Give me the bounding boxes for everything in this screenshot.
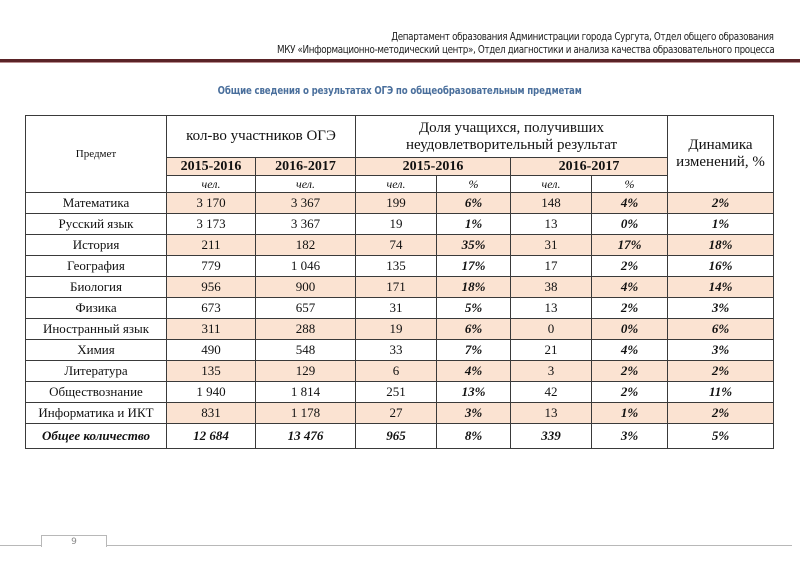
u2016pct-cell: 5% bbox=[437, 298, 511, 319]
table-row bbox=[26, 319, 774, 340]
table-row bbox=[26, 277, 774, 298]
dyn-cell: 18% bbox=[668, 235, 774, 256]
dyn-cell: 2% bbox=[668, 403, 774, 424]
u2016pct-cell: 1% bbox=[437, 214, 511, 235]
u2016pct-cell: 6% bbox=[437, 319, 511, 340]
unit-people: чел. bbox=[511, 176, 592, 193]
header-unsat-year1: 2015-2016 bbox=[356, 158, 511, 176]
header-rule-thin bbox=[0, 62, 800, 63]
header-unsat-year2: 2016-2017 bbox=[511, 158, 668, 176]
u2016-cell: 135 bbox=[356, 256, 437, 277]
subject-cell: Биология bbox=[26, 277, 167, 298]
subject-cell: Информатика и ИКТ bbox=[26, 403, 167, 424]
u2016-cell: 251 bbox=[356, 382, 437, 403]
u2016pct-cell: 35% bbox=[437, 235, 511, 256]
u2017-cell: 0 bbox=[511, 319, 592, 340]
p2017-cell: 1 178 bbox=[256, 403, 356, 424]
p2016-cell: 3 173 bbox=[167, 214, 256, 235]
p2016-cell: 135 bbox=[167, 361, 256, 382]
u2016-cell: 33 bbox=[356, 340, 437, 361]
total-label: Общее количество bbox=[26, 424, 167, 449]
u2017-cell: 13 bbox=[511, 214, 592, 235]
p2017-cell: 548 bbox=[256, 340, 356, 361]
u2016-cell: 19 bbox=[356, 319, 437, 340]
p2016-cell: 1 940 bbox=[167, 382, 256, 403]
u2016pct-cell: 18% bbox=[437, 277, 511, 298]
u2016-cell: 171 bbox=[356, 277, 437, 298]
subject-cell: Русский язык bbox=[26, 214, 167, 235]
p2016-cell: 673 bbox=[167, 298, 256, 319]
u2017pct-cell: 0% bbox=[592, 319, 668, 340]
dyn-cell: 1% bbox=[668, 214, 774, 235]
header-subject: Предмет bbox=[26, 116, 167, 193]
subject-cell: Обществознание bbox=[26, 382, 167, 403]
total-p2016: 12 684 bbox=[167, 424, 256, 449]
u2017-cell: 13 bbox=[511, 403, 592, 424]
header-participants: кол-во участников ОГЭ bbox=[167, 116, 356, 158]
unit-percent: % bbox=[437, 176, 511, 193]
u2017pct-cell: 2% bbox=[592, 361, 668, 382]
dyn-cell: 6% bbox=[668, 319, 774, 340]
unit-people: чел. bbox=[356, 176, 437, 193]
p2017-cell: 129 bbox=[256, 361, 356, 382]
subject-cell: История bbox=[26, 235, 167, 256]
u2017-cell: 21 bbox=[511, 340, 592, 361]
total-u2016pct: 8% bbox=[437, 424, 511, 449]
total-p2017: 13 476 bbox=[256, 424, 356, 449]
header-dynamics: Динамика изменений, % bbox=[668, 116, 774, 193]
dyn-cell: 11% bbox=[668, 382, 774, 403]
u2016-cell: 74 bbox=[356, 235, 437, 256]
dyn-cell: 2% bbox=[668, 361, 774, 382]
p2017-cell: 3 367 bbox=[256, 193, 356, 214]
u2017-cell: 17 bbox=[511, 256, 592, 277]
u2016-cell: 31 bbox=[356, 298, 437, 319]
subject-cell: Литература bbox=[26, 361, 167, 382]
dyn-cell: 2% bbox=[668, 193, 774, 214]
dyn-cell: 3% bbox=[668, 298, 774, 319]
unit-people: чел. bbox=[256, 176, 356, 193]
u2017pct-cell: 1% bbox=[592, 403, 668, 424]
table-row bbox=[26, 361, 774, 382]
dyn-cell: 14% bbox=[668, 277, 774, 298]
dyn-cell: 16% bbox=[668, 256, 774, 277]
u2017-cell: 3 bbox=[511, 361, 592, 382]
u2016-cell: 27 bbox=[356, 403, 437, 424]
unit-percent: % bbox=[592, 176, 668, 193]
page-number: 9 bbox=[41, 535, 107, 547]
table-row bbox=[26, 193, 774, 214]
u2017-cell: 42 bbox=[511, 382, 592, 403]
u2017-cell: 31 bbox=[511, 235, 592, 256]
p2016-cell: 831 bbox=[167, 403, 256, 424]
p2017-cell: 657 bbox=[256, 298, 356, 319]
u2016pct-cell: 4% bbox=[437, 361, 511, 382]
header-participants-year1: 2015-2016 bbox=[167, 158, 256, 176]
header-unsatisfactory: Доля учащихся, получивших неудовлетворительный результат bbox=[356, 116, 668, 158]
subject-cell: География bbox=[26, 256, 167, 277]
table-row bbox=[26, 235, 774, 256]
u2017pct-cell: 2% bbox=[592, 256, 668, 277]
u2017pct-cell: 4% bbox=[592, 340, 668, 361]
u2016pct-cell: 3% bbox=[437, 403, 511, 424]
u2017-cell: 148 bbox=[511, 193, 592, 214]
subject-cell: Химия bbox=[26, 340, 167, 361]
p2017-cell: 900 bbox=[256, 277, 356, 298]
subject-cell: Математика bbox=[26, 193, 167, 214]
header-participants-year2: 2016-2017 bbox=[256, 158, 356, 176]
u2017pct-cell: 4% bbox=[592, 277, 668, 298]
unit-people: чел. bbox=[167, 176, 256, 193]
table-row bbox=[26, 298, 774, 319]
table-row-total bbox=[26, 424, 774, 449]
header-department: Департамент образования Администрации города Сургута, Отдел общего образования bbox=[391, 32, 774, 43]
table-row bbox=[26, 340, 774, 361]
p2017-cell: 288 bbox=[256, 319, 356, 340]
p2017-cell: 1 814 bbox=[256, 382, 356, 403]
table-row bbox=[26, 382, 774, 403]
subject-cell: Иностранный язык bbox=[26, 319, 167, 340]
p2016-cell: 311 bbox=[167, 319, 256, 340]
u2017-cell: 38 bbox=[511, 277, 592, 298]
u2016pct-cell: 13% bbox=[437, 382, 511, 403]
page-title-text: Общие сведения о результатах ОГЭ по общеобразовательным предметам bbox=[218, 85, 582, 97]
footer-rule bbox=[0, 545, 792, 546]
subject-cell: Физика bbox=[26, 298, 167, 319]
u2017-cell: 13 bbox=[511, 298, 592, 319]
dyn-cell: 3% bbox=[668, 340, 774, 361]
table-row bbox=[26, 403, 774, 424]
header-institution: МКУ «Информационно-методический центр», Отдел диагностики и анализа качества образовательного процесса bbox=[276, 45, 774, 56]
u2016-cell: 19 bbox=[356, 214, 437, 235]
u2016pct-cell: 7% bbox=[437, 340, 511, 361]
p2016-cell: 211 bbox=[167, 235, 256, 256]
p2016-cell: 490 bbox=[167, 340, 256, 361]
u2017pct-cell: 17% bbox=[592, 235, 668, 256]
total-u2016: 965 bbox=[356, 424, 437, 449]
u2017pct-cell: 2% bbox=[592, 298, 668, 319]
p2017-cell: 1 046 bbox=[256, 256, 356, 277]
total-u2017pct: 3% bbox=[592, 424, 668, 449]
total-u2017: 339 bbox=[511, 424, 592, 449]
u2016-cell: 199 bbox=[356, 193, 437, 214]
u2017pct-cell: 0% bbox=[592, 214, 668, 235]
page-title bbox=[0, 85, 800, 97]
p2016-cell: 956 bbox=[167, 277, 256, 298]
u2016pct-cell: 6% bbox=[437, 193, 511, 214]
table-row bbox=[26, 256, 774, 277]
table-row bbox=[26, 214, 774, 235]
u2017pct-cell: 2% bbox=[592, 382, 668, 403]
u2017pct-cell: 4% bbox=[592, 193, 668, 214]
p2016-cell: 779 bbox=[167, 256, 256, 277]
total-dyn: 5% bbox=[668, 424, 774, 449]
oge-results-table bbox=[25, 115, 774, 449]
u2016-cell: 6 bbox=[356, 361, 437, 382]
p2017-cell: 182 bbox=[256, 235, 356, 256]
u2016pct-cell: 17% bbox=[437, 256, 511, 277]
p2017-cell: 3 367 bbox=[256, 214, 356, 235]
p2016-cell: 3 170 bbox=[167, 193, 256, 214]
